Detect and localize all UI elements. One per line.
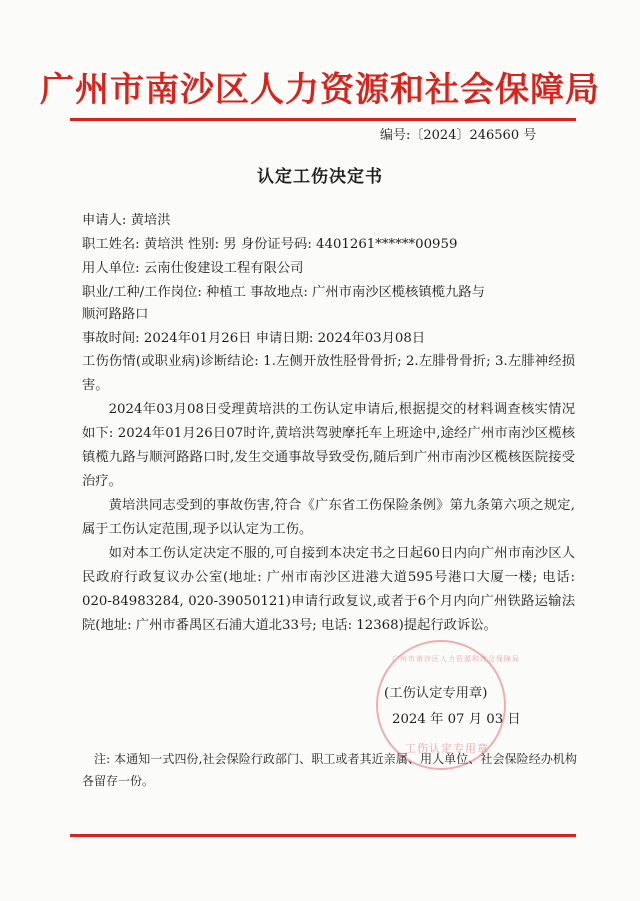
appeal-paragraph: 如对本工伤认定决定不服的,可自接到本决定书之日起60日内向广州市南沙区人民政府行政复议办公室(地址: 广州市南沙区进港大道595号港口大厦一楼; 电话: 020-84983284, 020-39050121)申请行政复议,或者于6个月内向广州铁路运输法院(地址: 广州市番禺区石浦大道北33号; 电话: 12368)提起行政诉讼。: [82, 546, 575, 633]
document-title: 认定工伤决定书: [257, 167, 383, 187]
applicant-line: 申请人: 黄培洪: [82, 213, 171, 228]
dates-line: 事故时间: 2024年01月26日 申请日期: 2024年03月08日: [82, 331, 426, 346]
worker-info-line: 职工姓名: 黄培洪 性别: 男 身份证号码: 4401261******00959: [82, 237, 458, 252]
issuing-authority-header: 广州市南沙区人力资源和社会保障局: [40, 70, 600, 110]
stamp-label: (工伤认定专用章): [384, 686, 488, 701]
footer-red-rule: [70, 834, 576, 837]
accident-location-continued: 顺河路路口: [82, 307, 149, 322]
seal-purpose-text: 工伤认定专用章: [405, 742, 489, 755]
issue-date: 2024 年 07 月 03 日: [392, 712, 521, 727]
employer-line: 用人单位: 云南仕俊建设工程有限公司: [82, 261, 304, 276]
diagnosis-paragraph: 工伤伤情(或职业病)诊断结论: 1.左侧开放性胫骨骨折; 2.左腓骨骨折; 3.左腓神经损害。: [82, 354, 575, 393]
document-number: 编号:〔2024〕246560 号: [380, 128, 537, 143]
determination-paragraph: 黄培洪同志受到的事故伤害,符合《广东省工伤保险条例》第九条第六项之规定,属于工伤认定范围,现予以认定为工伤。: [82, 498, 575, 537]
header-red-rule: [70, 118, 576, 121]
investigation-paragraph: 2024年03月08日受理黄培洪的工伤认定申请后,根据提交的材料调查核实情况如下: 2024年01月26日07时许,黄培洪驾驶摩托车上班途中,途经广州市南沙区榄核镇榄九路与顺河路路口时,发生交通事故导致受伤,随后到广州市南沙区榄核医院接受治疗。: [82, 402, 575, 489]
footnote: 注: 本通知一式四份,社会保险行政部门、职工或者其近亲属、用人单位、社会保险经办机构各留存一份。: [82, 752, 577, 788]
occupation-line: 职业/工种/工作岗位: 种植工 事故地点: 广州市南沙区榄核镇榄九路与: [82, 285, 485, 300]
seal-authority-text: 广州市南沙区人力资源和社会保障局: [392, 655, 520, 663]
